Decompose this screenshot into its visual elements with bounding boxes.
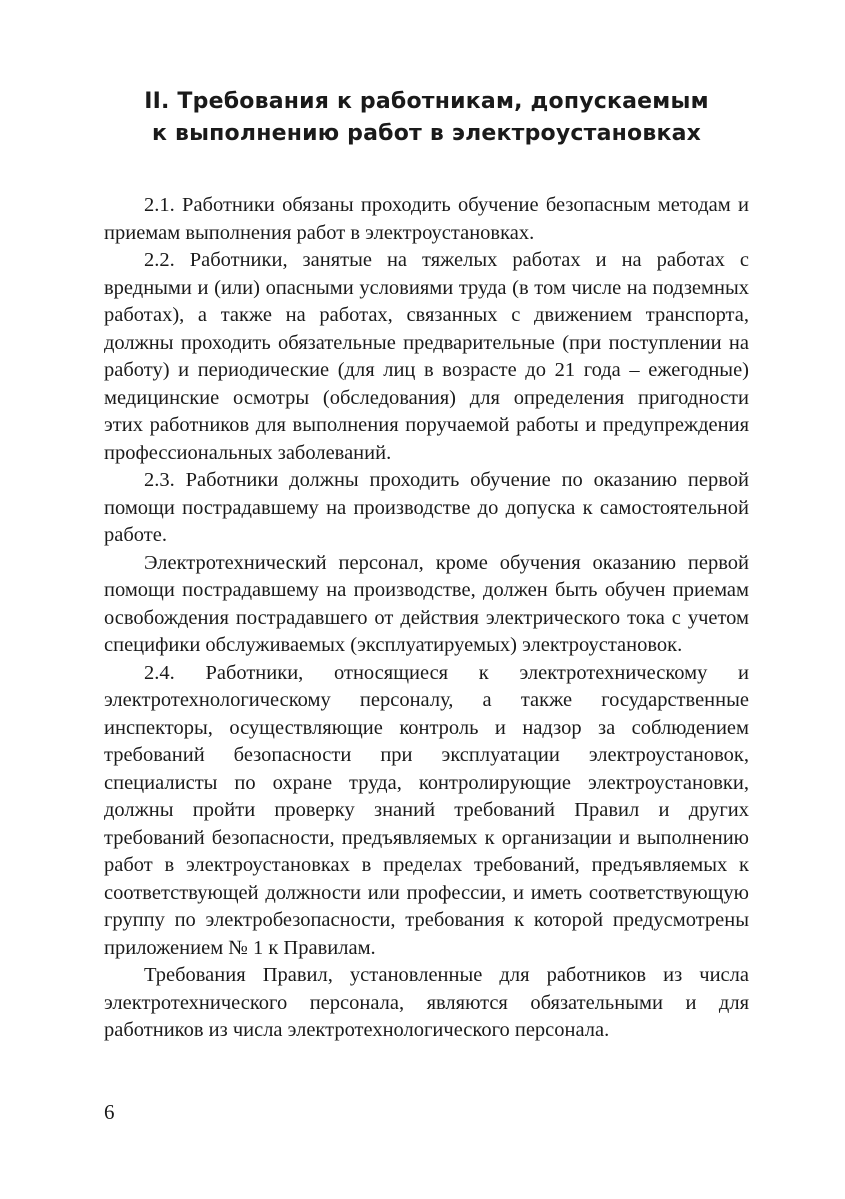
- page-number: 6: [104, 1100, 115, 1124]
- paragraph-2-3: 2.3. Работники должны проходить обучение по оказанию первой помощи пострадавшему на производстве до допуска к самостоятельной работе.: [104, 469, 749, 546]
- paragraph-electrotechnical-staff: Электротехнический персонал, кроме обучения оказанию первой помощи пострадавшему на производстве, должен быть обучен приемам освобождения пострадавшего от действия электрического тока с учетом специфики обслуживаемых (эксплуатируемых) электроустановок.: [104, 551, 749, 656]
- paragraph-2-1: 2.1. Работники обязаны проходить обучение безопасным методам и приемам выполнения работ в электроустановках.: [104, 194, 749, 244]
- paragraph-rules-requirements: Требования Правил, установленные для работников из числа электротехнического персонала, являются обязательными и для работников из числа электротехнологического персонала.: [104, 964, 749, 1041]
- section-heading-line-2: к выполнению работ в электроустановках: [151, 121, 702, 146]
- paragraph-2-4: 2.4. Работники, относящиеся к электротехническому и электротехнологическому персоналу, а также государственные инспекторы, осуществляющие контроль и надзор за соблюдением требований безопасности при эксплуатации электроустановок, специалисты по охране труда, контролирующие электроустановки, должны пройти проверку знаний требований Правил и других требований безопасности, предъявляемых к организации и выполнению работ в электроустановках в пределах требований, предъявляемых к соответствующей должности или профессии, и иметь соответствующую группу по электробезопасности, требования к которой предусмотрены приложением № 1 к Правилам.: [104, 661, 749, 959]
- section-heading: [104, 86, 749, 150]
- section-heading-line-1: II. Требования к работникам, допускаемым: [144, 89, 709, 114]
- document-page: [104, 86, 749, 1045]
- paragraph-2-2: 2.2. Работники, занятые на тяжелых работах и на работах с вредными и (или) опасными условиями труда (в том числе на подземных работах), а также на работах, связанных с движением транспорта, должны проходить обязательные предварительные (при поступлении на работу) и периодические (для лиц в возрасте до 21 года – ежегодные) медицинские осмотры (обследования) для определения пригодности этих работников для выполнения поручаемой работы и предупреждения профессиональных заболеваний.: [104, 249, 749, 464]
